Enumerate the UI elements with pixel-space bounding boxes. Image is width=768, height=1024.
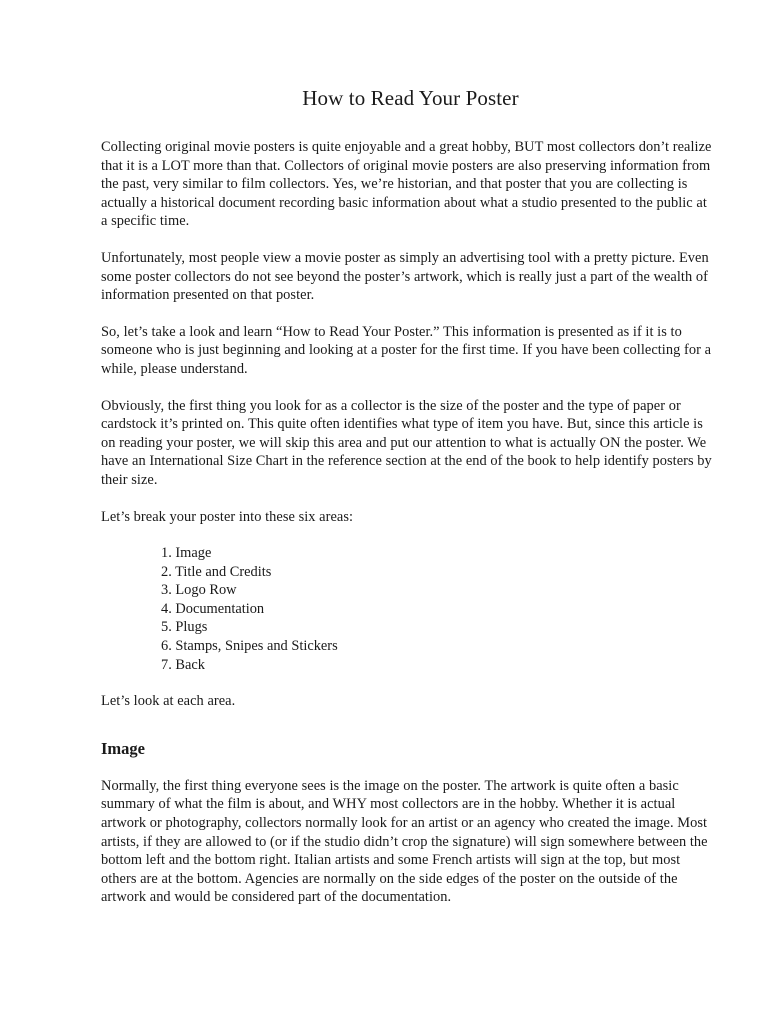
list-item: 2. Title and Credits	[161, 563, 272, 580]
section-heading-image: Image	[101, 738, 145, 758]
image-section-paragraph: Normally, the first thing everyone sees is the image on the poster. The artwork is quite often a basic summary of what the film is about, and WHY most collectors are in the hobby. Whether it is actual artwork or photography, collectors normally look for an artist or an agency who created the image. Most artists, if they are allowed to (or if the studio didn’t crop the signature) will sign somewhere between the bottom left and the bottom right. Italian artists and some French artists will sign at the top, but most others are at the bottom. Agencies are normally on the side edges of the poster on the outside of the artwork and would be considered part of the documentation.	[101, 777, 708, 906]
list-item: 5. Plugs	[161, 619, 208, 636]
size-paragraph: Obviously, the first thing you look for as a collector is the size of the poster and the type of paper or cardstock it’s printed on. This quite often identifies what type of item you have. But, since this article is on reading your poster, we will skip this area and put our attention to what is actually ON the poster. We have an International Size Chart in the reference section at the end of the book to help identify posters by their size.	[101, 397, 712, 488]
list-item: 1. Image	[161, 545, 212, 562]
areas-list	[101, 544, 712, 674]
learn-paragraph: So, let’s take a look and learn “How to Read Your Poster.” This information is presented as if it is to someone who is just beginning and looking at a poster for the first time. If you have been collecting for a while, please understand.	[101, 323, 712, 377]
list-item: 6. Stamps, Snipes and Stickers	[161, 638, 338, 655]
list-item: 4. Documentation	[161, 600, 265, 617]
look-each-area: Let’s look at each area.	[101, 693, 236, 710]
page-title: How to Read Your Poster	[302, 86, 519, 110]
list-item: 7. Back	[161, 656, 205, 673]
advertising-paragraph: Unfortunately, most people view a movie poster as simply an advertising tool with a pretty picture. Even some poster collectors do not see beyond the poster’s artwork, which is really just a part of the wealth of information presented on that poster.	[101, 249, 709, 304]
intro-paragraph: Collecting original movie posters is quite enjoyable and a great hobby, BUT most collectors don’t realize that it is a LOT more than that. Collectors of original movie posters are also preserving information from the past, very similar to film collectors. Yes, we’re historian, and that poster that you are collecting is actually a historical document recording basic information about what a studio presented to the public at a specific time.	[101, 139, 712, 230]
six-areas-intro: Let’s break your poster into these six areas:	[101, 508, 354, 525]
list-item: 3. Logo Row	[161, 582, 237, 599]
